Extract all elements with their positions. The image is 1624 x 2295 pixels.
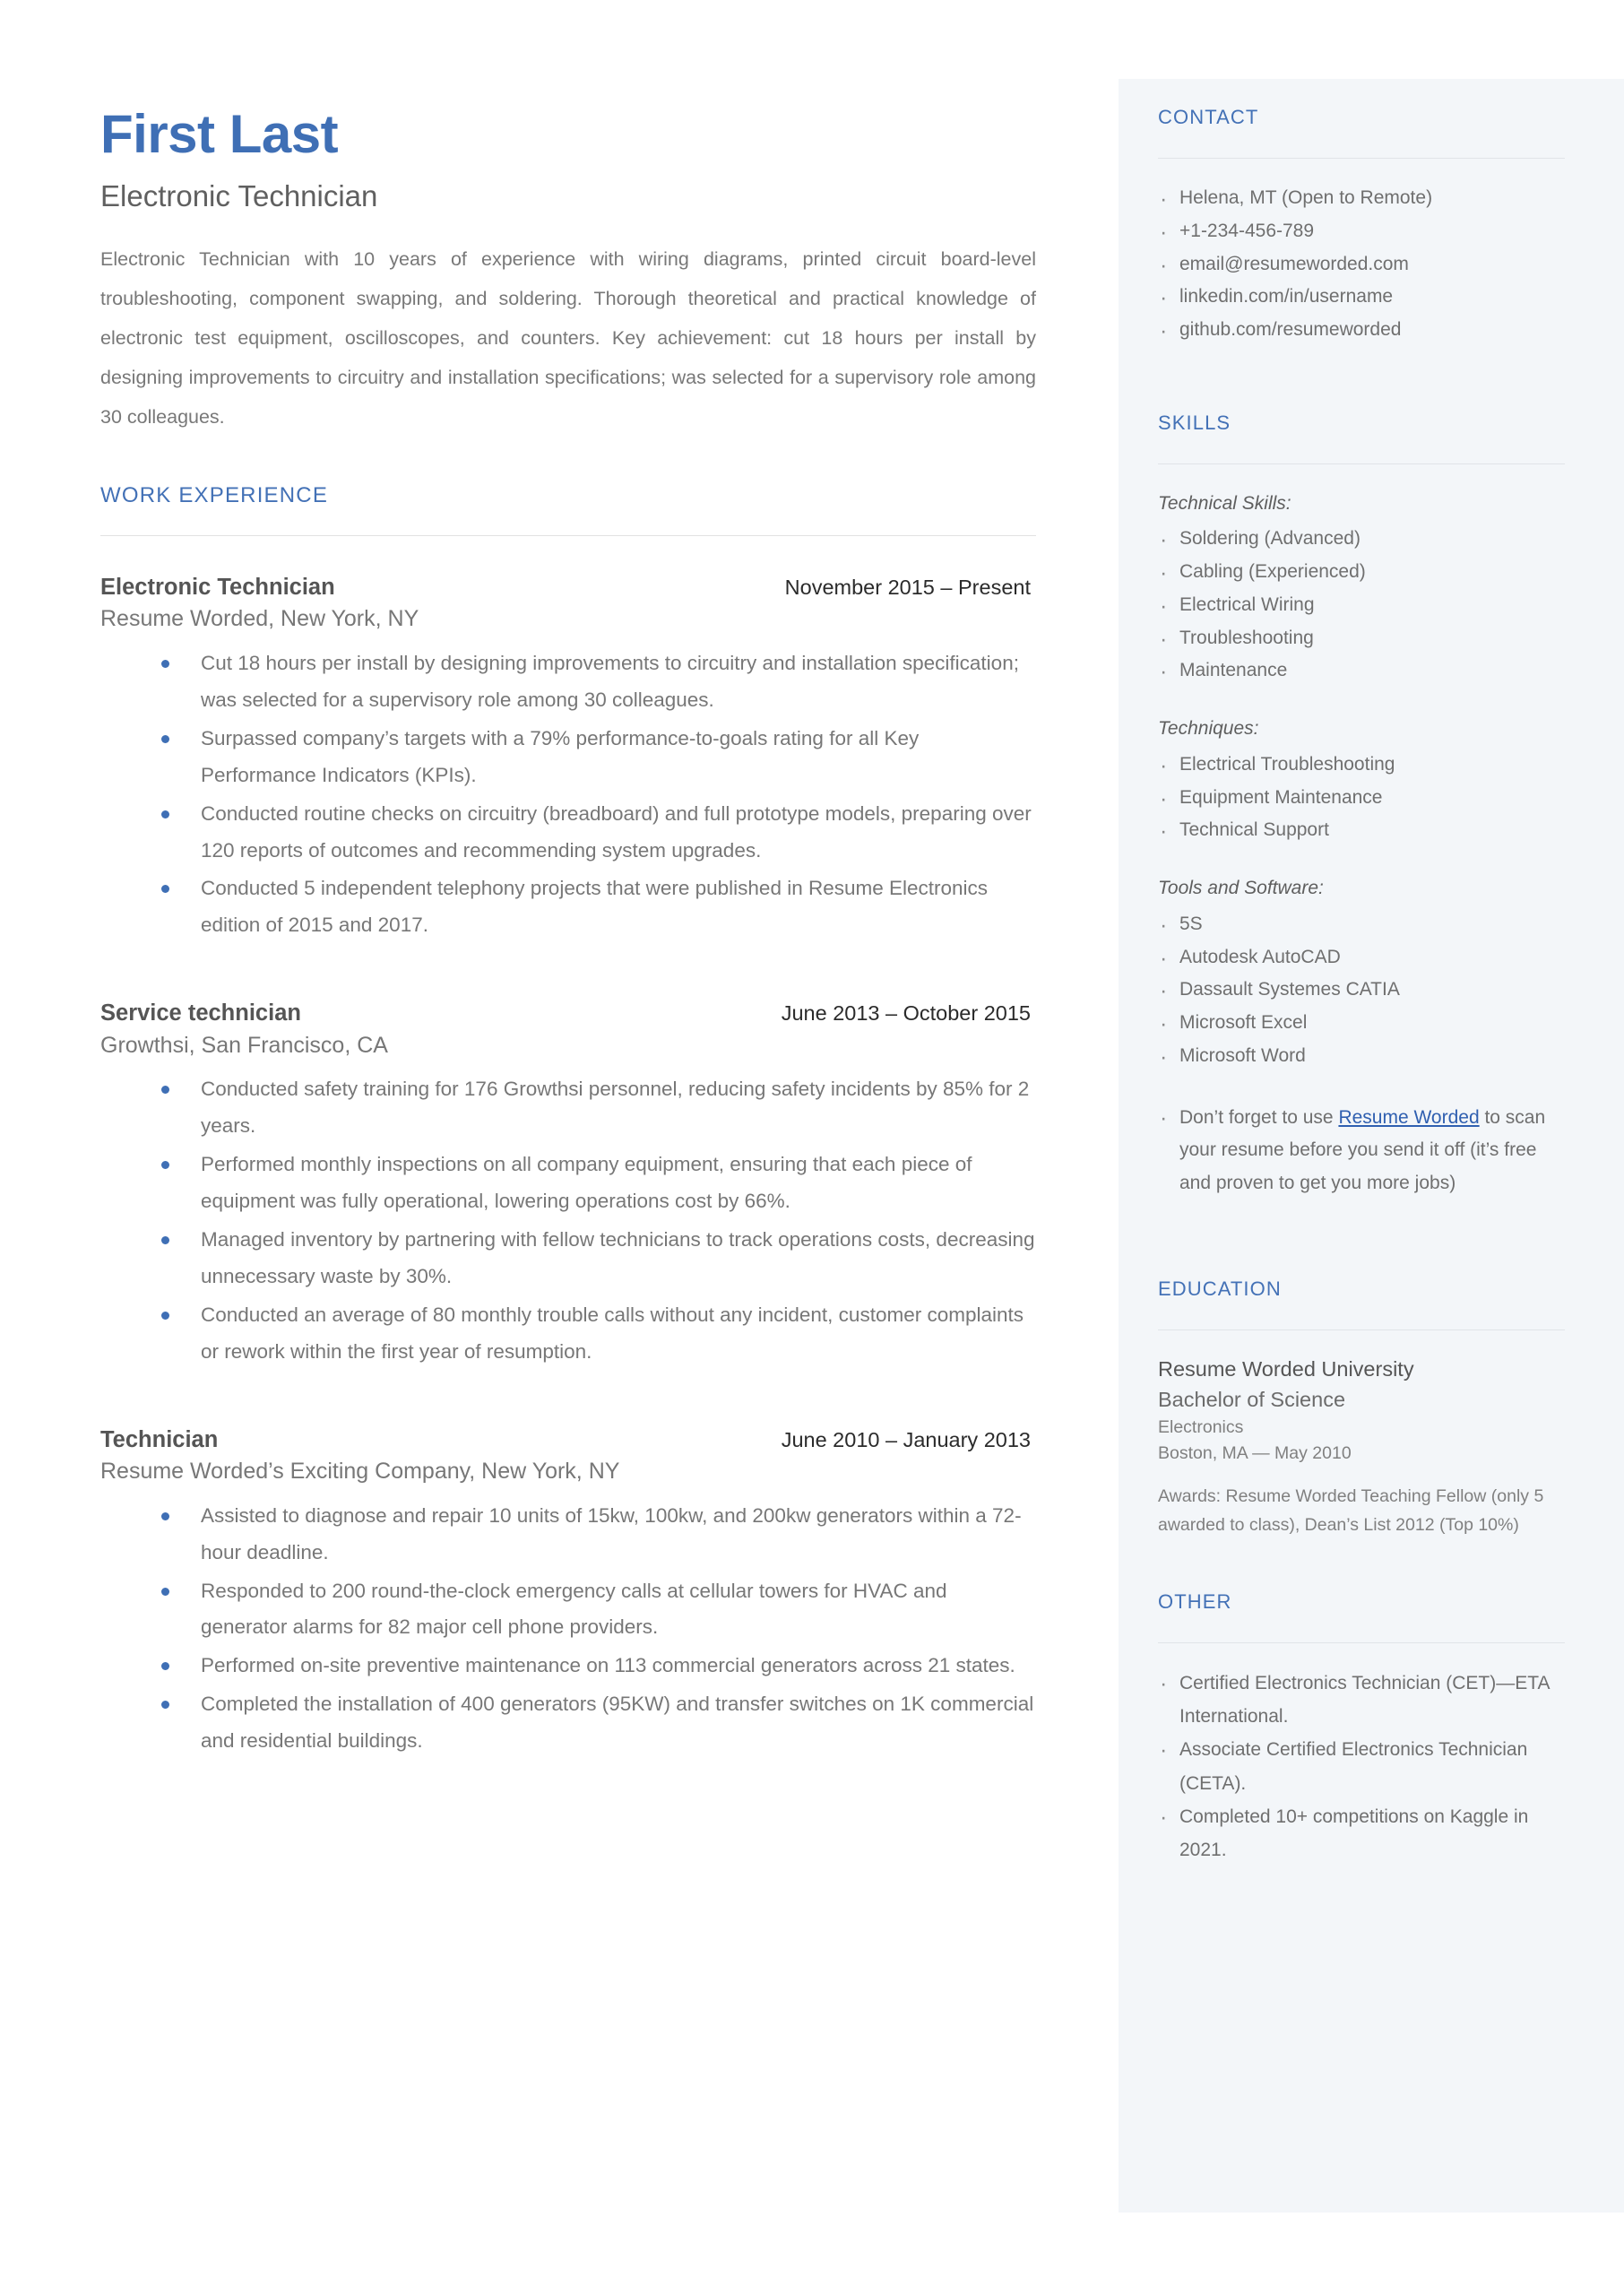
job-entry	[100, 1425, 1036, 1760]
note-prefix: Don’t forget to use	[1179, 1106, 1339, 1128]
job-dates: November 2015 – Present	[784, 575, 1031, 599]
job-dates: June 2010 – January 2013	[781, 1427, 1031, 1451]
job-bullet: Responded to 200 round-the-clock emergency calls at cellular towers for HVAC and generator alarms for 82 major cell phone providers.	[156, 1573, 1036, 1647]
education-school: Resume Worded University	[1158, 1356, 1414, 1381]
section-heading-education: EDUCATION	[1158, 1277, 1282, 1300]
contact-list	[1158, 182, 1565, 347]
job-bullet: Performed monthly inspections on all company equipment, ensuring that each piece of equipment was fully operational, lowering operations cost by 66%.	[156, 1147, 1036, 1220]
skill-item: · Equipment Maintenance	[1158, 782, 1565, 815]
skill-item: · Electrical Troubleshooting	[1158, 749, 1565, 782]
other-item: · Associate Certified Electronics Technician (CETA).	[1158, 1733, 1565, 1800]
skill-item: · Technical Support	[1158, 814, 1565, 847]
job-bullet: Assisted to diagnose and repair 10 units of 15kw, 100kw, and 200kw generators within a 72-hour deadline.	[156, 1498, 1036, 1572]
section-heading-contact: CONTACT	[1158, 106, 1259, 128]
job-title: Service technician	[100, 1000, 301, 1026]
job-bullet: Completed the installation of 400 generators (95KW) and transfer switches on 1K commercial and residential buildings.	[156, 1686, 1036, 1760]
skill-group-label: Techniques:	[1158, 718, 1259, 740]
section-divider-other	[1158, 1642, 1565, 1643]
job-bullet: Surpassed company’s targets with a 79% performance-to-goals rating for all Key Performance Indicators (KPIs).	[156, 721, 1036, 794]
section-divider-work	[100, 535, 1036, 536]
job-company: Resume Worded’s Exciting Company, New York, NY	[100, 1459, 620, 1485]
job-header-row	[100, 1425, 1036, 1455]
contact-email[interactable]: · email@resumeworded.com	[1158, 248, 1565, 281]
resume-worded-link[interactable]: Resume Worded	[1338, 1106, 1480, 1128]
job-bullet-list	[100, 1071, 1036, 1371]
section-divider-education	[1158, 1329, 1565, 1330]
job-bullet: Managed inventory by partnering with fellow technicians to track operations costs, decreasing unnecessary waste by 30%.	[156, 1222, 1036, 1295]
education-field: Electronics	[1158, 1416, 1244, 1437]
other-item: · Completed 10+ competitions on Kaggle in 2021.	[1158, 1800, 1565, 1867]
job-dates: June 2013 – October 2015	[781, 1001, 1031, 1026]
contact-github[interactable]: · github.com/resumeworded	[1158, 314, 1565, 347]
spacer	[1158, 347, 1565, 411]
skill-group-tools	[1158, 872, 1565, 1072]
job-bullet: Conducted 5 independent telephony projects that were published in Resume Electronics edition of 2015 and 2017.	[156, 870, 1036, 944]
resume-worded-promo-note	[1158, 1102, 1565, 1200]
note-suffix: to scan your resume before you send it off (it’s free and proven to get you more jobs)	[1179, 1106, 1546, 1194]
job-bullet: Conducted an average of 80 monthly trouble calls without any incident, customer complaints or rework within the first year of resumption.	[156, 1297, 1036, 1371]
job-bullet: Conducted routine checks on circuitry (breadboard) and full prototype models, preparing over 120 reports of outcomes and recommending system upgrades.	[156, 796, 1036, 870]
job-company: Resume Worded, New York, NY	[100, 606, 419, 632]
skill-item: · Autodesk AutoCAD	[1158, 941, 1565, 974]
candidate-name: First Last	[100, 104, 339, 164]
section-heading-skills: SKILLS	[1158, 411, 1231, 434]
spacer	[1158, 1540, 1565, 1590]
skill-item: · Cabling (Experienced)	[1158, 556, 1565, 589]
job-bullet: Conducted safety training for 176 Growthsi personnel, reducing safety incidents by 85% for 2 years.	[156, 1071, 1036, 1145]
other-list	[1158, 1667, 1565, 1867]
job-header-row	[100, 998, 1036, 1028]
education-awards: Awards: Resume Worded Teaching Fellow (only 5 awarded to class), Dean’s List 2012 (Top 10%)	[1158, 1486, 1544, 1536]
spacer	[1158, 1200, 1565, 1277]
other-item: · Certified Electronics Technician (CET)—ETA International.	[1158, 1667, 1565, 1734]
job-title: Electronic Technician	[100, 574, 335, 600]
contact-linkedin[interactable]: · linkedin.com/in/username	[1158, 281, 1565, 314]
skill-item: · Maintenance	[1158, 654, 1565, 688]
section-heading-other: OTHER	[1158, 1589, 1232, 1613]
job-bullet-list	[100, 645, 1036, 945]
contact-location: · Helena, MT (Open to Remote)	[1158, 182, 1565, 215]
skill-item: · 5S	[1158, 908, 1565, 941]
sidebar-column	[1119, 0, 1624, 1867]
education-degree: Bachelor of Science	[1158, 1387, 1346, 1411]
skill-item: · Dassault Systemes CATIA	[1158, 974, 1565, 1007]
skill-group-techniques	[1158, 713, 1565, 847]
professional-summary: Electronic Technician with 10 years of experience with wiring diagrams, printed circuit board-level troubleshooting, component swapping, and soldering. Thorough theoretical and practical knowledge of electronic test equipment, oscilloscopes, and counters. Key achievement: cut 18 hours per install by designing improvements to circuitry and installation specifications; was selected for a supervisory role among 30 colleagues.	[100, 247, 1036, 428]
job-bullet: Cut 18 hours per install by designing improvements to circuitry and installation specification; was selected for a supervisory role among 30 colleagues.	[156, 645, 1036, 719]
skill-list	[1158, 523, 1565, 688]
job-bullet: Performed on-site preventive maintenance on 113 commercial generators across 21 states.	[156, 1648, 1036, 1684]
job-entry	[100, 998, 1036, 1370]
skill-item: · Microsoft Word	[1158, 1040, 1565, 1073]
spacer	[100, 1387, 1036, 1425]
skill-group-technical	[1158, 488, 1565, 688]
job-title: Technician	[100, 1426, 219, 1452]
candidate-headline: Electronic Technician	[100, 179, 378, 212]
job-company: Growthsi, San Francisco, CA	[100, 1032, 388, 1058]
skill-item: · Soldering (Advanced)	[1158, 523, 1565, 556]
skill-group-label: Tools and Software:	[1158, 878, 1324, 899]
education-location-date: Boston, MA — May 2010	[1158, 1443, 1352, 1464]
section-divider-skills	[1158, 463, 1565, 464]
skill-list	[1158, 749, 1565, 847]
job-entry	[100, 572, 1036, 944]
contact-phone: · +1-234-456-789	[1158, 215, 1565, 248]
section-heading-work-experience: WORK EXPERIENCE	[100, 482, 329, 507]
job-bullet-list	[100, 1498, 1036, 1761]
skill-item: · Troubleshooting	[1158, 622, 1565, 655]
job-header-row	[100, 572, 1036, 602]
spacer	[100, 960, 1036, 998]
skill-item: · Electrical Wiring	[1158, 589, 1565, 622]
section-divider-contact	[1158, 158, 1565, 159]
skill-item: · Microsoft Excel	[1158, 1007, 1565, 1040]
skill-list	[1158, 908, 1565, 1073]
skill-group-label: Technical Skills:	[1158, 492, 1291, 514]
